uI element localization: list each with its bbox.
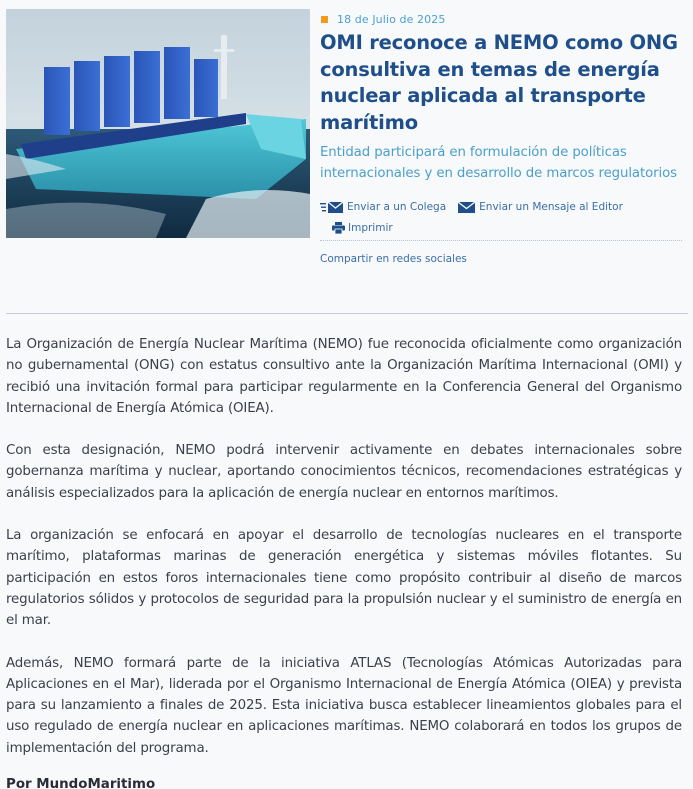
date-row — [320, 9, 688, 29]
header-separator — [6, 313, 688, 314]
hero-image-container-ship — [6, 9, 310, 238]
article-byline: Por MundoMaritimo — [6, 777, 156, 789]
orange-square-icon — [321, 16, 328, 23]
print-label: Imprimir — [348, 221, 393, 234]
article-actions — [320, 197, 688, 265]
article-paragraph: Con esta designación, NEMO podrá intervenir activamente en debates internacionales sobre gobernanza marítima y nuclear, aportando conocimientos técnicos, recomendaciones estratégicas y análisis especializados para la aplicación de energía nuclear en entornos marítimos. — [6, 443, 682, 501]
article-body — [6, 334, 682, 789]
publish-date: 18 de Julio de 2025 — [337, 12, 446, 26]
envelope-list-icon — [320, 202, 344, 213]
article-paragraph: Además, NEMO formará parte de la iniciativa ATLAS (Tecnologías Atómicas Autorizadas para Aplicaciones en el Mar), liderada por el Organismo Internacional de Energía Atómica (OIEA) y prevista para su lanzamiento a finales de 2025. Esta iniciativa busca establecer lineamientos globales para el uso regulado de energía nuclear en aplicaciones marítimas. NEMO colaborará en todos los grupos de implementación del programa. — [6, 655, 682, 756]
share-social-link[interactable]: Compartir en redes sociales — [320, 253, 467, 265]
actions-divider — [320, 240, 682, 241]
send-to-colleague-link[interactable] — [320, 201, 446, 213]
article-paragraph: La organización se enfocará en apoyar el desarrollo de tecnologías nucleares en el transporte marítimo, plataformas marinas de generación energética y sistemas móviles flotantes. Su participación en estos foros internacionales tiene como propósito contribuir al diseño de marcos regulatorios sólidos y protocolos de seguridad para la propulsión nuclear y el suministro de energía en el mar. — [6, 528, 682, 629]
article-meta — [320, 9, 688, 265]
message-editor-label: Enviar un Mensaje al Editor — [479, 201, 623, 213]
send-to-colleague-label: Enviar a un Colega — [347, 201, 447, 213]
print-link[interactable] — [332, 222, 393, 234]
envelope-icon — [458, 202, 476, 213]
article-subtitle: Entidad participará en formulación de políticas internacionales y en desarrollo de marcos regulatorios — [320, 145, 677, 181]
article-header — [6, 9, 688, 271]
printer-icon — [332, 222, 345, 234]
article-paragraph: La Organización de Energía Nuclear Marítima (NEMO) fue reconocida oficialmente como organización no gubernamental (ONG) con estatus consultivo ante la Organización Marítima Internacional (OMI) y recibió una invitación formal para participar regularmente en la Conferencia General del Organismo Internacional de Energía Atómica (OIEA). — [6, 337, 682, 416]
article-title: OMI reconoce a NEMO como ONG consultiva en temas de energía nuclear aplicada al transporte marítimo — [320, 31, 678, 134]
message-editor-link[interactable] — [458, 201, 623, 213]
